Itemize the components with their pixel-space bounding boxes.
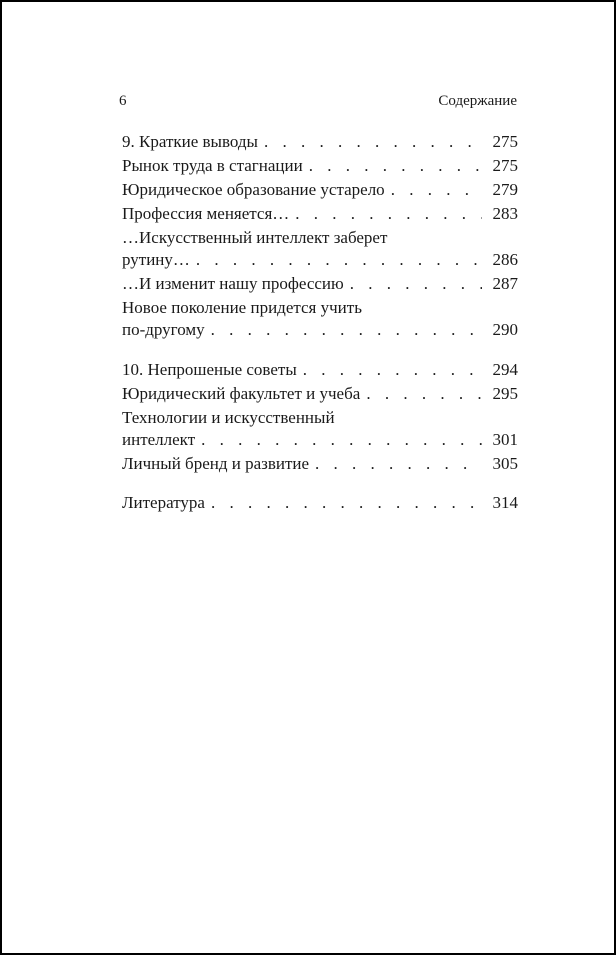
dot-leader	[258, 130, 482, 154]
dot-leader	[360, 382, 482, 406]
dot-leader	[344, 272, 482, 296]
toc-entry[interactable]	[122, 272, 518, 296]
toc-entry-title-line2: по-другому	[122, 320, 205, 339]
toc-entry-title-line1: …Искусственный интеллект заберет	[122, 228, 388, 247]
running-head-title: Содержание	[438, 93, 517, 109]
page-number: 6	[119, 93, 127, 109]
section-spacer	[122, 476, 518, 491]
toc-entry-bibliography[interactable]	[122, 491, 518, 515]
toc-entry-title: Профессия меняется…	[122, 204, 290, 223]
dot-leader	[303, 154, 482, 178]
toc-entry-page: 314	[492, 493, 518, 512]
toc-entry[interactable]	[122, 202, 518, 226]
dot-leader	[190, 248, 482, 272]
toc-entry-page: 283	[492, 204, 518, 223]
toc-entry-title: Юридическое образование устарело	[122, 180, 385, 199]
dot-leader	[195, 428, 482, 452]
section-spacer	[122, 342, 518, 358]
toc-entry-page: 305	[492, 454, 518, 473]
toc-entry-title-line2: интеллект	[122, 430, 196, 449]
dot-leader	[385, 178, 482, 202]
toc-entry-title: Литература	[122, 493, 205, 512]
toc-entry-page: 294	[492, 360, 518, 379]
toc-entry-title: …И изменит нашу профессию	[122, 274, 344, 293]
toc-entry[interactable]	[122, 382, 518, 406]
toc-entry-chapter-9[interactable]	[122, 130, 518, 154]
toc-entry[interactable]	[122, 226, 518, 272]
toc-entry-title: Рынок труда в стагнации	[122, 156, 303, 175]
toc-entry-title: 9. Краткие выводы	[122, 132, 258, 151]
toc-entry[interactable]	[122, 178, 518, 202]
toc-entry-page: 279	[492, 180, 518, 199]
toc-entry-title: Личный бренд и развитие	[122, 454, 310, 473]
dot-leader	[205, 318, 482, 342]
toc-entry[interactable]	[122, 452, 518, 476]
toc-entry-page: 275	[492, 156, 518, 175]
toc-entry-title-line1: Технологии и искусственный	[122, 408, 335, 427]
toc-entry-chapter-10[interactable]	[122, 358, 518, 382]
toc-entry-title: 10. Непрошеные советы	[122, 360, 297, 379]
toc-entry-page: 286	[492, 250, 518, 269]
toc-entry[interactable]	[122, 296, 518, 342]
dot-leader	[309, 452, 482, 476]
toc-entry-page: 301	[492, 430, 518, 449]
toc-entry-title: Юридический факультет и учеба	[122, 384, 361, 403]
toc-entry[interactable]	[122, 406, 518, 452]
dot-leader	[289, 202, 482, 226]
toc-entry-title-line1: Новое поколение придется учить	[122, 298, 362, 317]
toc-entry-page: 295	[492, 384, 518, 403]
toc-entry[interactable]	[122, 154, 518, 178]
table-of-contents	[122, 130, 518, 515]
running-head	[119, 91, 517, 111]
toc-entry-page: 275	[492, 132, 518, 151]
toc-entry-page: 290	[492, 320, 518, 339]
toc-entry-title-line2: рутину…	[122, 250, 190, 269]
dot-leader	[297, 358, 482, 382]
toc-entry-page: 287	[492, 274, 518, 293]
dot-leader	[205, 491, 482, 515]
